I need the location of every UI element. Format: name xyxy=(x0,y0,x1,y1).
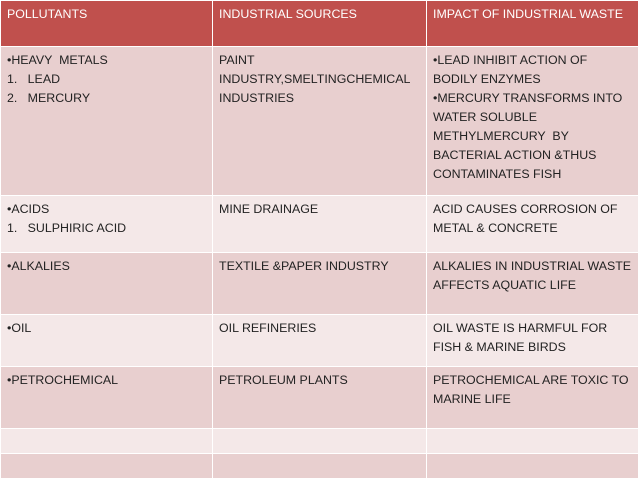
table-row xyxy=(1,453,638,478)
cell-line: ALKALIES IN INDUSTRIAL WASTE AFFECTS AQUATIC LIFE xyxy=(433,259,634,293)
cell-line: •ACIDS xyxy=(7,201,50,216)
cell-line: OIL REFINERIES xyxy=(219,320,317,335)
cell-line: MINE DRAINAGE xyxy=(219,201,319,216)
cell-line: •OIL xyxy=(7,320,32,335)
cell-impact xyxy=(427,428,638,453)
header-pollutants: POLLUTANTS xyxy=(1,1,213,47)
cell-impact xyxy=(427,453,638,478)
cell-line: OIL WASTE IS HARMFUL FOR FISH & MARINE BIRDS xyxy=(433,320,611,354)
cell-impact xyxy=(427,195,638,253)
cell-pollutant xyxy=(1,314,213,366)
cell-pollutant xyxy=(1,453,213,478)
table-body xyxy=(1,47,638,479)
cell-line: •PETROCHEMICAL xyxy=(7,373,119,388)
cell-pollutant xyxy=(1,47,213,196)
cell-line: •MERCURY TRANSFORMS INTO WATER SOLUBLE METHYLMERCURY BY BACTERIAL ACTION &THUS CONTAMINATES FISH xyxy=(433,91,626,181)
cell-source xyxy=(213,453,427,478)
table-header xyxy=(1,1,638,47)
table-row xyxy=(1,253,638,315)
cell-source xyxy=(213,253,427,315)
cell-line: ACID CAUSES CORROSION OF METAL & CONCRETE xyxy=(433,201,621,235)
cell-pollutant xyxy=(1,367,213,429)
cell-line: •LEAD INHIBIT ACTION OF BODILY ENZYMES xyxy=(433,53,591,86)
cell-line: 2. MERCURY xyxy=(7,91,91,105)
cell-source xyxy=(213,428,427,453)
cell-pollutant xyxy=(1,195,213,253)
header-row xyxy=(1,1,638,47)
table-row xyxy=(1,47,638,196)
table-row xyxy=(1,195,638,253)
cell-pollutant xyxy=(1,428,213,453)
cell-impact xyxy=(427,314,638,366)
cell-source xyxy=(213,195,427,253)
cell-line: •ALKALIES xyxy=(7,259,70,274)
header-impact: IMPACT OF INDUSTRIAL WASTE xyxy=(427,1,638,47)
table-row xyxy=(1,367,638,429)
cell-line: PETROLEUM PLANTS xyxy=(219,373,348,388)
cell-pollutant xyxy=(1,253,213,315)
cell-source xyxy=(213,47,427,196)
cell-impact xyxy=(427,47,638,196)
cell-source xyxy=(213,314,427,366)
cell-line: •HEAVY METALS xyxy=(7,53,108,67)
table-row xyxy=(1,314,638,366)
cell-line: 1. LEAD xyxy=(7,72,61,86)
cell-impact xyxy=(427,253,638,315)
table-row xyxy=(1,428,638,453)
cell-line: TEXTILE &PAPER INDUSTRY xyxy=(219,259,389,274)
cell-line: PETROCHEMICAL ARE TOXIC TO MARINE LIFE xyxy=(433,373,632,407)
cell-impact xyxy=(427,367,638,429)
header-industrial-sources: INDUSTRIAL SOURCES xyxy=(213,1,427,47)
cell-line: PAINT INDUSTRY,SMELTINGCHEMICAL INDUSTRIES xyxy=(219,53,414,105)
cell-line: 1. SULPHIRIC ACID xyxy=(7,220,127,235)
cell-source xyxy=(213,367,427,429)
